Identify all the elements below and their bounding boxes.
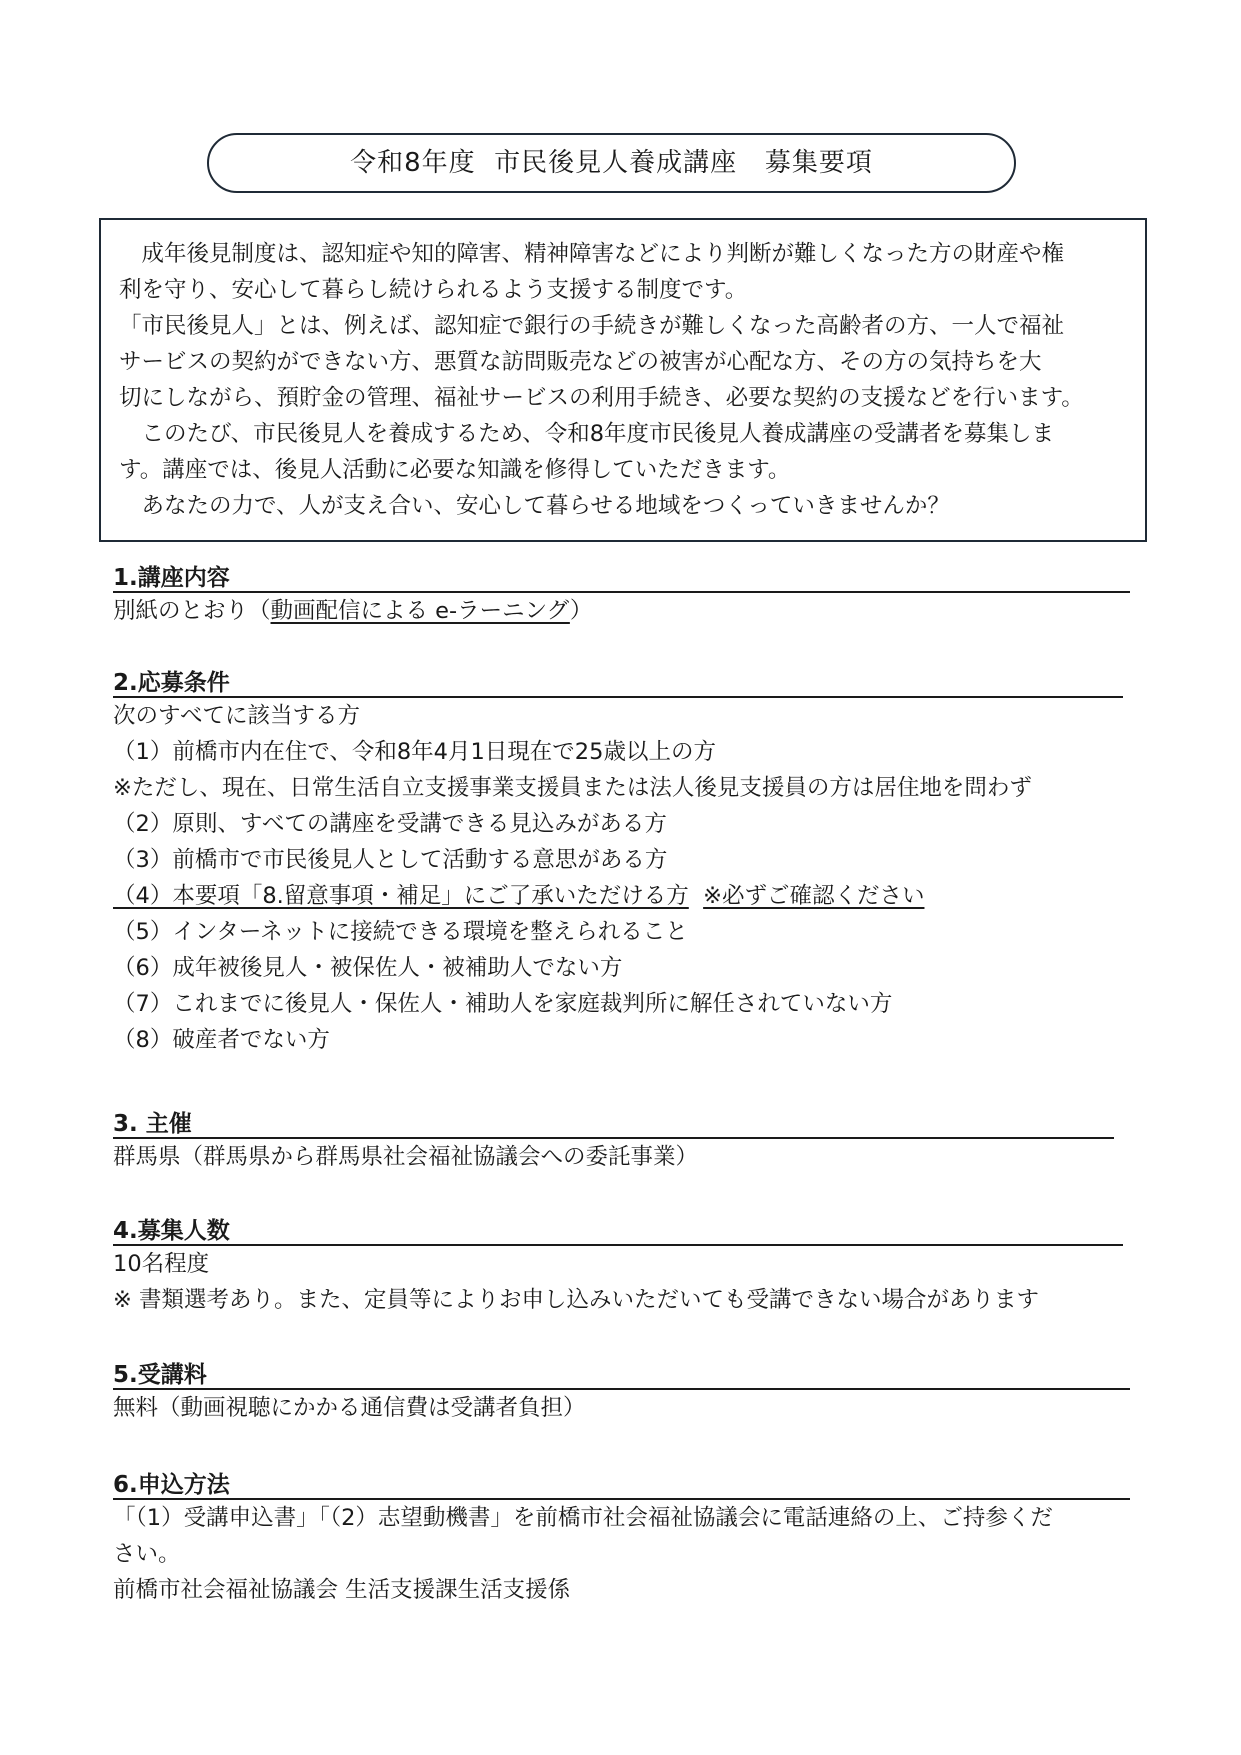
eligibility-item	[113, 878, 1123, 914]
eligibility-item: （2）原則、すべての講座を受講できる見込みがある方	[113, 811, 667, 837]
eligibility-item: （6）成年被後見人・被保佐人・被補助人でない方	[113, 955, 623, 981]
section-heading: 3. 主催	[113, 1109, 1114, 1139]
course-format: 動画配信による e-ラーニング	[270, 598, 570, 624]
course-prefix: 別紙のとおり（	[113, 598, 271, 624]
eligibility-item: （7）これまでに後見人・保佐人・補助人を家庭裁判所に解任されていない方	[113, 991, 893, 1017]
intro-line: 切にしながら、預貯金の管理、福祉サービスの利用手続き、必要な契約の支援などを行います。	[119, 385, 1084, 411]
confirm-note: ※必ずご確認ください	[703, 883, 925, 909]
section-body: さい。	[113, 1541, 181, 1567]
section-application	[113, 1470, 1130, 1608]
eligibility-note: ※ただし、現在、日常生活自立支援事業支援員または法人後見支援員の方は居住地を問わず	[113, 775, 1032, 801]
section-heading: 5.受講料	[113, 1360, 1130, 1390]
section-heading: 2.応募条件	[113, 668, 1123, 698]
section-fee	[113, 1360, 1130, 1426]
eligibility-item: （1）前橋市内在住で、令和8年4月1日現在で25歳以上の方	[113, 739, 716, 765]
section-heading: 4.募集人数	[113, 1216, 1123, 1246]
section-body: 群馬県（群馬県から群馬県社会福祉協議会への委託事業）	[113, 1144, 699, 1170]
eligibility-item: （5）インターネットに接続できる環境を整えられること	[113, 919, 688, 945]
section-body	[113, 593, 1130, 629]
intro-line: す。講座では、後見人活動に必要な知識を修得していただきます。	[119, 457, 791, 483]
intro-line: 利を守り、安心して暮らし続けられるよう支援する制度です。	[119, 277, 748, 303]
title-frame	[207, 133, 1016, 193]
intro-line: 成年後見制度は、認知症や知的障害、精神障害などにより判断が難しくなった方の財産や権	[119, 241, 1065, 267]
section-body: 前橋市社会福祉協議会 生活支援課生活支援係	[113, 1577, 571, 1603]
eligibility-item: （8）破産者でない方	[113, 1027, 330, 1053]
intro-line: このたび、市民後見人を養成するため、令和8年度市民後見人養成講座の受講者を募集しま	[119, 421, 1055, 447]
section-eligibility	[113, 668, 1123, 1058]
eligibility-item: （3）前橋市で市民後見人として活動する意思がある方	[113, 847, 668, 873]
course-suffix: ）	[569, 598, 593, 624]
section-note: ※ 書類選考あり。また、定員等によりお申し込みいただいても受講できない場合があります	[113, 1287, 1040, 1313]
eligibility-item-4: （4）本要項「8.留意事項・補足」にご了承いただける方	[113, 883, 689, 909]
section-body: 無料（動画視聴にかかる通信費は受講者負担）	[113, 1395, 586, 1421]
section-heading: 1.講座内容	[113, 563, 1130, 593]
eligibility-lead: 次のすべてに該当する方	[113, 703, 361, 729]
page-title: 令和8年度 市民後見人養成講座 募集要項	[350, 148, 873, 178]
section-body: 10名程度	[113, 1251, 210, 1277]
section-body: 「（1）受講申込書」「（2）志望動機書」を前橋市社会福祉協議会に電話連絡の上、ご持参くだ	[113, 1505, 1053, 1531]
section-heading: 6.申込方法	[113, 1470, 1130, 1500]
intro-line: あなたの力で、人が支え合い、安心して暮らせる地域をつくっていきませんか？	[119, 493, 950, 519]
section-course-content	[113, 563, 1130, 629]
intro-box	[99, 218, 1147, 542]
intro-line: サービスの契約ができない方、悪質な訪問販売などの被害が心配な方、その方の気持ちを大	[119, 349, 1042, 375]
section-organizer	[113, 1109, 1114, 1175]
intro-line: 「市民後見人」とは、例えば、認知症で銀行の手続きが難しくなった高齢者の方、一人で福祉	[119, 313, 1065, 339]
section-capacity	[113, 1216, 1123, 1318]
